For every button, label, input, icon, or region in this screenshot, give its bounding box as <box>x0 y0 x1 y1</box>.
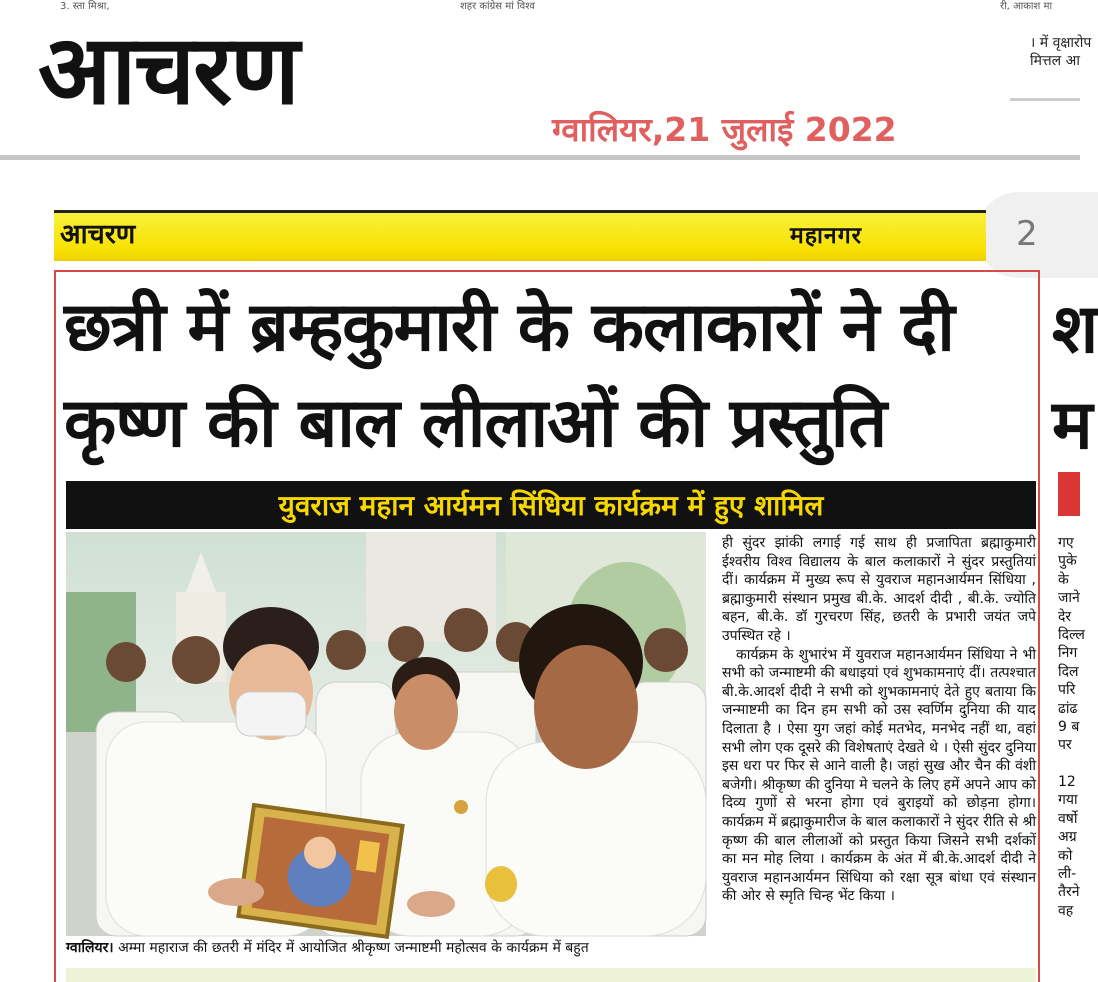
article-photo <box>66 532 706 936</box>
adjacent-column-fragment-line: 9 ब <box>1058 718 1080 735</box>
adjacent-column-fragment-line: वह <box>1058 902 1074 919</box>
adjacent-column-fragment-line <box>1058 755 1082 773</box>
next-article-strip <box>66 968 1036 982</box>
adjacent-column-fragment-line: गया <box>1058 792 1078 809</box>
adjacent-column-fragment-line: पर <box>1058 737 1072 754</box>
adjacent-article-column-fragment <box>1058 534 1085 920</box>
dateline: ग्वालियर,21 जुलाई 2022 <box>552 110 897 149</box>
subheadline: युवराज महान आर्यमन सिंधिया कार्यक्रम में हुए शामिल <box>278 489 824 522</box>
adjacent-headline-char: म <box>1052 386 1093 465</box>
adjacent-article-red-block <box>1058 472 1080 516</box>
adjacent-column-fragment-line: निग <box>1058 645 1078 662</box>
caption-text: अम्मा महाराज की छतरी में मंदिर में आयोजित श्रीकृष्ण जन्माष्टमी महोत्सव के कार्यक्रम में बहुत <box>113 940 589 956</box>
adjacent-column-fragment-line: तैरने <box>1058 884 1080 901</box>
adjacent-column-fragment-line: दिल <box>1058 663 1079 680</box>
section-band-paper-name: आचरण <box>60 219 136 250</box>
top-strip-left: 3. स्ता मिश्रा, <box>60 1 110 12</box>
caption-place: ग्वालियर। <box>66 940 114 956</box>
article-body-column <box>722 534 1036 906</box>
adjacent-column-fragment-line: ली- <box>1058 866 1077 883</box>
top-strip-right: री, आकाश मा <box>1000 1 1053 12</box>
page-number-tab <box>978 192 1098 278</box>
article-paragraph: कार्यक्रम के शुभारंभ में युवराज महानआर्यमन सिंधिया ने भी सभी को जन्माष्टमी की बधाइयां एवं शुभकामनाएं दीं। तत्पश्चात बी.के.आदर्श दीदी ने सभी को शुभकामनाएं देते हुए बताया कि जन्माष्टमी का दिन हम सभी को उस स्वर्णिम दुनिया की याद दिलाता है । ऐसा युग जहां कोई मतभेद, मनभेद नहीं था, वहां सभी लोग एक दूसरे की विशेषताएं देखते थे । ऐसी सुंदर दुनिया इस धरा पर फिर से आने वाली है। जहां सुख और चैन की वंशी बजेगी। श्रीकृष्ण की दुनिया मे चलने के लिए हमें अपने आप को दिव्य गुणों से भरना होगा एवं बुराइयों को छोड़ना होगा। कार्यक्रम में ब्रह्माकुमारीज के बाल कलाकारों ने सुंदर रीति से श्री कृष्ण की बाल लीलाओं को प्रस्तुत किया जिसने सभी दर्शकों का मन मोह लिया । कार्यक्रम के अंत में बी.के.आदर्श दीदी ने युवराज महानआर्यमन सिंधिया को रक्षा सूत्र बांधा एवं संस्थान की ओर से स्मृति चिन्ह भेंट किया । <box>722 646 1036 905</box>
adjacent-column-fragment-line: जाने <box>1058 590 1080 607</box>
right-edge-snippet <box>1030 34 1091 70</box>
right-rule <box>1010 98 1080 101</box>
article-headline: छत्री में ब्रम्हकुमारी के कलाकारों ने दी कृष्ण की बाल लीलाओं की प्रस्तुति <box>64 288 954 463</box>
adjacent-column-fragment-line: दिल्ल <box>1058 626 1085 643</box>
top-strip-mid: शहर कांग्रेस मां विश्व <box>460 1 535 12</box>
article-paragraph: ही सुंदर झांकी लगाई गई साथ ही प्रजापिता ब्रह्माकुमारी ईश्वरीय विश्व विद्यालय के बाल कलाकारों ने सुंदर प्रस्तुतियां दीं। कार्यक्रम में मुख्य रूप से युवराज महानआर्यमन सिंधिया , ब्रह्माकुमारी संस्थान प्रमुख बी.के. आदर्श दीदी , बी.के. ज्योति बहन, बी.के. डॉ गुरचरण सिंह, छतरी के प्रभारी जयंत जपे उपस्थित रहे । <box>722 535 1036 644</box>
photo-caption <box>66 938 706 957</box>
masthead-divider <box>0 155 1080 160</box>
adjacent-column-fragment-line: अग्र <box>1058 829 1077 846</box>
adjacent-column-fragment-line: गए <box>1058 535 1074 551</box>
adjacent-column-fragment-line: को <box>1058 847 1073 864</box>
adjacent-article-headline-fragment <box>1052 282 1098 474</box>
adjacent-headline-char: श <box>1052 290 1098 369</box>
adjacent-column-fragment-line: वर्षो <box>1058 810 1078 827</box>
adjacent-column-fragment-line: के <box>1058 571 1069 588</box>
newspaper-masthead: आचरण <box>38 14 298 126</box>
page-number: 2 <box>1016 214 1038 254</box>
adjacent-column-fragment-line: ढांढ <box>1058 700 1078 717</box>
adjacent-column-fragment-line: पुके <box>1058 553 1077 570</box>
event-photo-illustration <box>66 532 706 936</box>
top-cut-strip <box>0 0 1080 12</box>
adjacent-column-fragment-line: परि <box>1058 682 1076 699</box>
adjacent-column-fragment-line: 12 <box>1058 774 1076 791</box>
right-snippet-line: मित्तल आ <box>1030 53 1080 69</box>
right-snippet-line: । में वृक्षारोप <box>1030 35 1092 51</box>
adjacent-column-fragment-line: देर <box>1058 608 1072 625</box>
section-band-section-name: महानगर <box>790 223 863 249</box>
